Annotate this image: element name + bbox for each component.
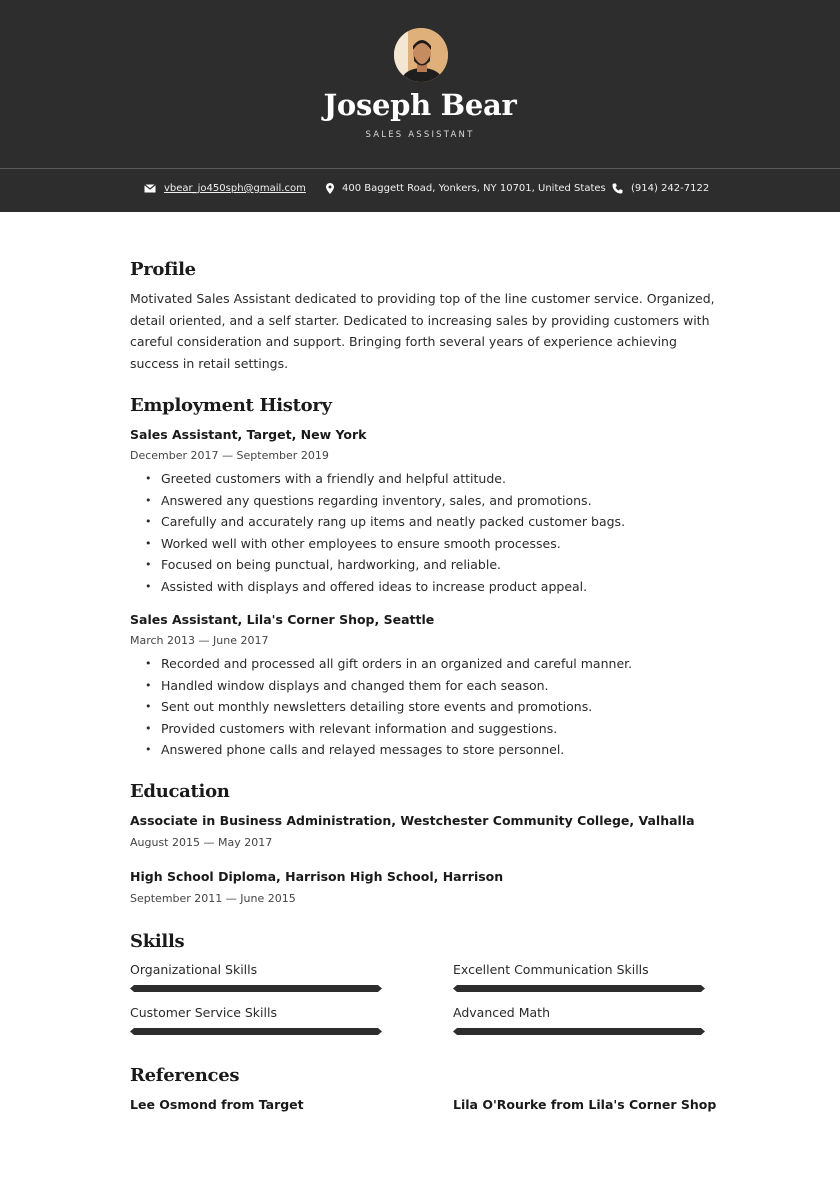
map-pin-icon xyxy=(326,183,334,194)
skill-level-bar xyxy=(453,1028,705,1035)
reference-item: Lila O'Rourke from Lila's Corner Shop xyxy=(453,1097,717,1112)
skill-level-bar xyxy=(453,985,705,992)
list-item: • Worked well with other employees to ensure smooth processes. xyxy=(130,533,625,555)
envelope-icon xyxy=(144,184,156,193)
profile-title: Profile xyxy=(130,259,196,280)
references-title: References xyxy=(130,1065,240,1086)
list-item: • Greeted customers with a friendly and helpful attitude. xyxy=(130,468,625,490)
contact-phone xyxy=(612,183,709,194)
skill-name: Excellent Communication Skills xyxy=(453,962,649,977)
header-top xyxy=(0,0,840,168)
job-bullets xyxy=(130,468,625,598)
job-title: SALES ASSISTANT xyxy=(365,130,475,140)
skill-level-bar xyxy=(130,1028,382,1035)
job-bullets xyxy=(130,653,632,761)
job-heading: Sales Assistant, Target, New York xyxy=(130,427,367,442)
skill-level-bar xyxy=(130,985,382,992)
avatar xyxy=(394,28,448,82)
address-text: 400 Baggett Road, Yonkers, NY 10701, United States xyxy=(342,183,606,194)
candidate-name: Joseph Bear xyxy=(323,88,517,122)
job-dates: March 2013 — June 2017 xyxy=(130,634,269,647)
skill-name: Customer Service Skills xyxy=(130,1005,277,1020)
list-item: • Focused on being punctual, hardworking, and reliable. xyxy=(130,554,625,576)
education-title: Education xyxy=(130,781,230,802)
avatar-photo xyxy=(394,28,448,82)
skill-name: Advanced Math xyxy=(453,1005,550,1020)
education-dates: August 2015 — May 2017 xyxy=(130,836,273,849)
skill-name: Organizational Skills xyxy=(130,962,258,977)
resume-header xyxy=(0,0,840,212)
contact-bar xyxy=(0,169,840,212)
reference-item: Lee Osmond from Target xyxy=(130,1097,304,1112)
education-heading: Associate in Business Administration, Westchester Community College, Valhalla xyxy=(130,813,695,828)
contact-address xyxy=(326,183,606,194)
phone-icon xyxy=(612,183,623,194)
list-item: • Recorded and processed all gift orders in an organized and careful manner. xyxy=(130,653,632,675)
list-item: • Carefully and accurately rang up items and neatly packed customer bags. xyxy=(130,511,625,533)
email-link[interactable]: vbear_jo450sph@gmail.com xyxy=(164,183,306,194)
skills-title: Skills xyxy=(130,931,185,952)
list-item: • Assisted with displays and offered ideas to increase product appeal. xyxy=(130,576,625,598)
list-item: • Answered phone calls and relayed messages to store personnel. xyxy=(130,739,632,761)
list-item: • Sent out monthly newsletters detailing store events and promotions. xyxy=(130,696,632,718)
employment-title: Employment History xyxy=(130,395,332,416)
contact-email xyxy=(144,183,306,194)
education-heading: High School Diploma, Harrison High School, Harrison xyxy=(130,869,504,884)
list-item: • Handled window displays and changed them for each season. xyxy=(130,675,632,697)
education-dates: September 2011 — June 2015 xyxy=(130,892,296,905)
phone-text: (914) 242-7122 xyxy=(631,183,710,194)
profile-text: Motivated Sales Assistant dedicated to providing top of the line customer service. Organized, detail oriented, and a self starter. Dedicated to increasing sales by providing customers with careful consideration and support. Bringing forth several years of experience achieving success in retail settings. xyxy=(130,291,715,372)
list-item: • Answered any questions regarding inventory, sales, and promotions. xyxy=(130,490,625,512)
list-item: • Provided customers with relevant information and suggestions. xyxy=(130,718,632,740)
job-dates: December 2017 — September 2019 xyxy=(130,449,329,462)
job-heading: Sales Assistant, Lila's Corner Shop, Seattle xyxy=(130,612,435,627)
